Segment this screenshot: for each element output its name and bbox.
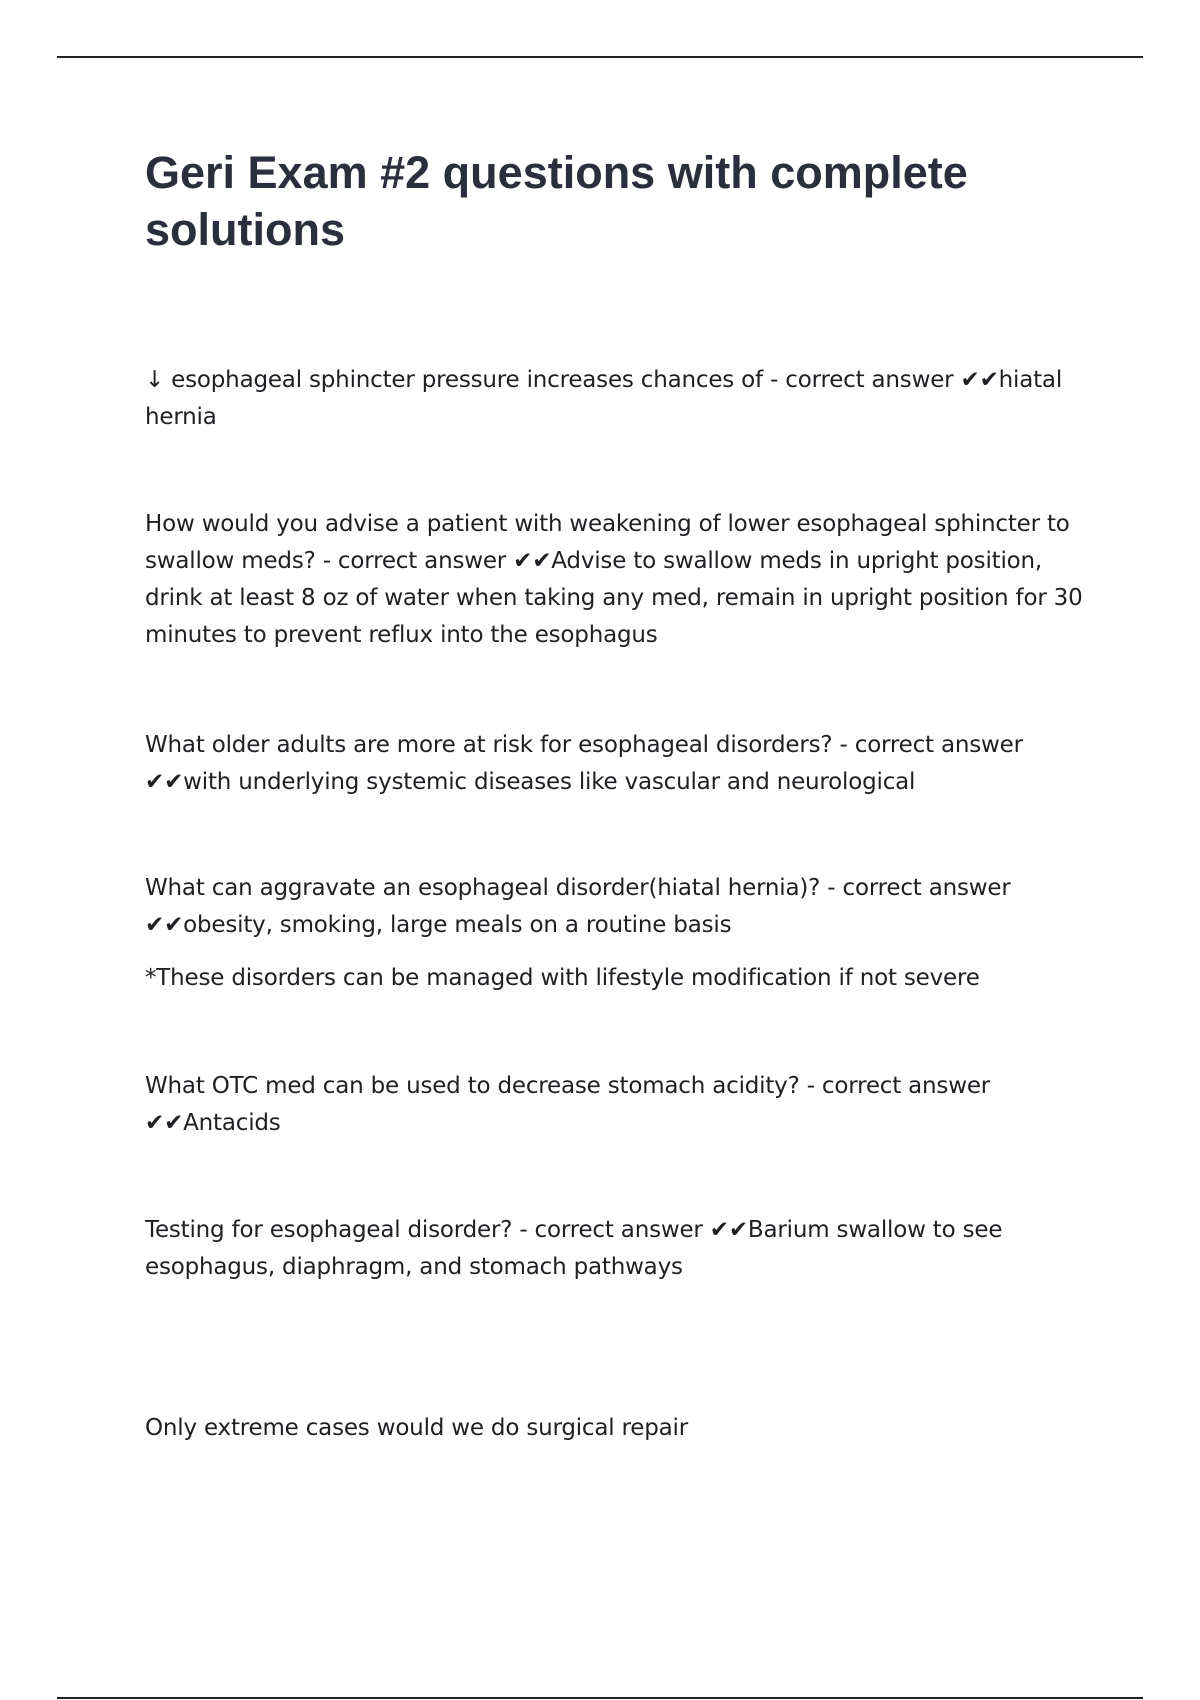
qa-item-swallow-meds: How would you advise a patient with weakening of lower esophageal sphincter to swallow meds? - correct answer ✔✔Advise to swallow meds in upright position, drink at least 8 oz of water when taking any med, remain in upright position for 30 minutes to prevent reflux into the esophagus bbox=[145, 511, 1083, 648]
qa-item-otc-med: What OTC med can be used to decrease stomach acidity? - correct answer ✔✔Antacids bbox=[145, 1073, 991, 1136]
qa-item-hiatal-hernia: ↓ esophageal sphincter pressure increases chances of - correct answer ✔✔hiatal hernia bbox=[145, 367, 1063, 430]
document-title: Geri Exam #2 questions with complete solutions bbox=[145, 147, 968, 255]
qa-item-risk-adults: What older adults are more at risk for esophageal disorders? - correct answer ✔✔with underlying systemic diseases like vascular and neurological bbox=[145, 732, 1023, 795]
qa-item-testing: Testing for esophageal disorder? - correct answer ✔✔Barium swallow to see esophagus, diaphragm, and stomach pathways bbox=[145, 1217, 1003, 1280]
note-surgical-repair: Only extreme cases would we do surgical repair bbox=[145, 1415, 689, 1441]
bottom-divider bbox=[57, 1697, 1143, 1699]
note-lifestyle: *These disorders can be managed with lifestyle modification if not severe bbox=[145, 965, 980, 991]
qa-item-aggravate: What can aggravate an esophageal disorder(hiatal hernia)? - correct answer ✔✔obesity, smoking, large meals on a routine basis bbox=[145, 875, 1011, 938]
top-divider bbox=[57, 56, 1143, 58]
